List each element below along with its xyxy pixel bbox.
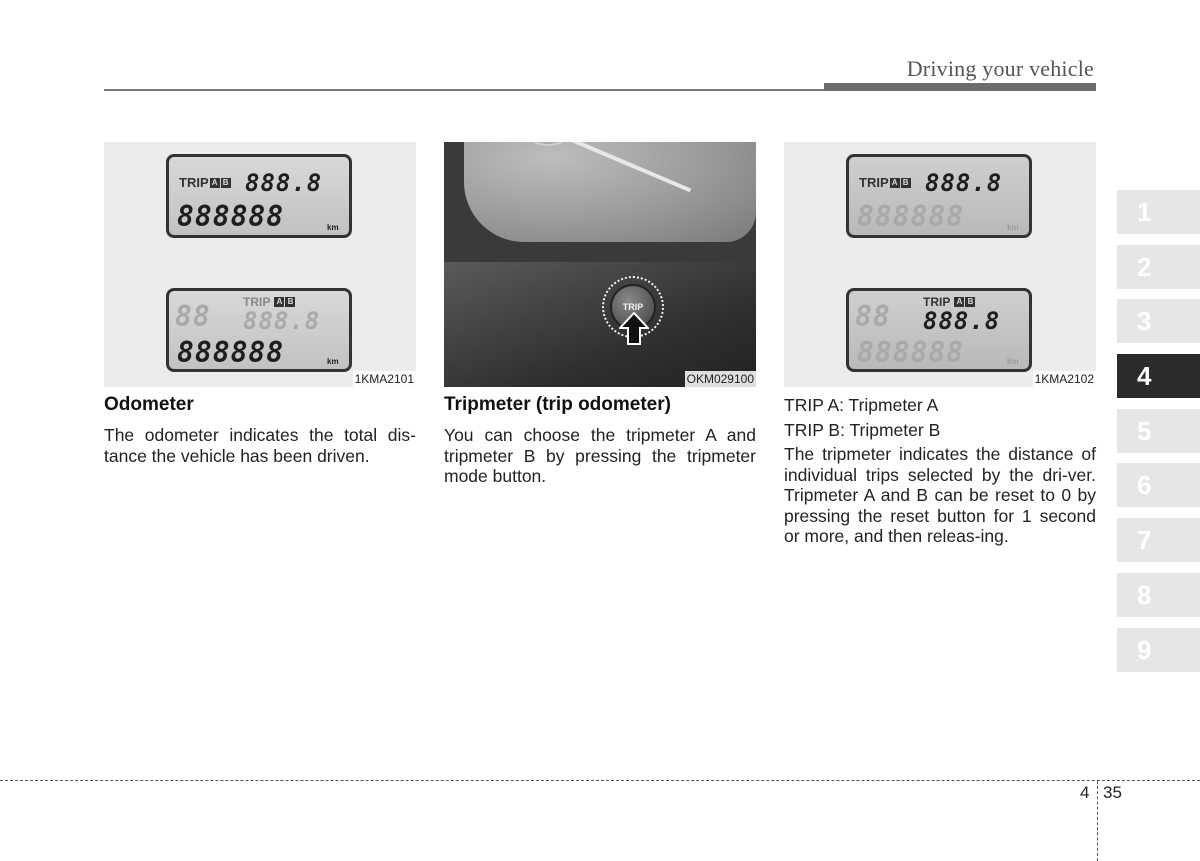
- unit-label: km: [1007, 357, 1019, 366]
- odometer-body: The odometer indicates the total dis-tance the vehicle has been driven.: [104, 425, 416, 466]
- chapter-tab-8[interactable]: 8: [1117, 573, 1200, 617]
- trip-button: TRIP: [610, 284, 656, 330]
- trip-a-line: TRIP A: Tripmeter A: [784, 395, 939, 415]
- odometer-figure: [104, 142, 416, 387]
- section-title: Driving your vehicle: [906, 56, 1094, 81]
- trip-indicator: TRIP A B: [859, 175, 911, 190]
- page-number: 35: [1103, 783, 1122, 802]
- trip-digits: 888.8: [245, 169, 323, 197]
- section-number: 4: [1080, 783, 1090, 802]
- prefix-digits: 88: [175, 300, 211, 333]
- trip-digits: 888.8: [243, 307, 321, 335]
- unit-label: km: [327, 357, 339, 366]
- trip-indicator: TRIP A B: [179, 175, 231, 190]
- lcd-display: [166, 154, 352, 238]
- chapter-tab-2[interactable]: 2: [1117, 245, 1200, 289]
- tripmeter-heading: Tripmeter (trip odometer): [444, 394, 671, 415]
- chapter-tab-3[interactable]: 3: [1117, 299, 1200, 343]
- odometer-digits: 888888: [857, 200, 965, 233]
- odometer-digits: 888888: [177, 200, 285, 233]
- trip-indicator: TRIP A B: [243, 295, 295, 309]
- unit-label: km: [327, 223, 339, 232]
- unit-label: km: [1007, 223, 1019, 232]
- figure-code: 1KMA2102: [1034, 372, 1094, 386]
- odometer-digits: 888888: [857, 336, 965, 369]
- odometer-digits: 888888: [177, 336, 285, 369]
- trip-indicator: TRIP A B: [923, 295, 975, 309]
- tripmeter-section: [444, 393, 756, 487]
- tripmeter-figure: [784, 142, 1096, 387]
- header-rule: [104, 89, 824, 91]
- chapter-tab-5[interactable]: 5: [1117, 409, 1200, 453]
- chapter-tab-6[interactable]: 6: [1117, 463, 1200, 507]
- lcd-display: [166, 288, 352, 372]
- footer-divider-vertical: [1097, 781, 1098, 861]
- footer-divider: [0, 780, 1200, 781]
- odometer-section: [104, 393, 416, 466]
- chapter-tab-9[interactable]: 9: [1117, 628, 1200, 672]
- trip-info-body: The tripmeter indicates the distance of individual trips selected by the dri-ver. Tripmeter A and B can be reset to 0 by pressing the reset button for 1 second or more, and then releas-ing.: [784, 444, 1096, 546]
- arrow-up-icon: [619, 312, 649, 346]
- trip-digits: 888.8: [923, 307, 1001, 335]
- tripmeter-body: You can choose the tripmeter A and tripmeter B by pressing the tripmeter mode button.: [444, 425, 756, 486]
- trip-b-line: TRIP B: Tripmeter B: [784, 419, 941, 440]
- instrument-cluster: [464, 142, 756, 242]
- trip-info-section: [784, 393, 1096, 547]
- dashboard-surface: [444, 262, 756, 387]
- chapter-tab-1[interactable]: 1: [1117, 190, 1200, 234]
- chapter-tab-4[interactable]: 4: [1117, 354, 1200, 398]
- gauge-hub: [522, 142, 574, 146]
- chapter-tabs: [1117, 190, 1200, 682]
- figure-code: 1KMA2101: [354, 372, 414, 386]
- chapter-tab-7[interactable]: 7: [1117, 518, 1200, 562]
- figure-code: OKM029100: [686, 372, 754, 386]
- trip-button-photo: [444, 142, 756, 387]
- trip-digits: 888.8: [925, 169, 1003, 197]
- header-rule-accent: [824, 83, 1096, 91]
- odometer-heading: Odometer: [104, 394, 194, 415]
- prefix-digits: 88: [855, 300, 891, 333]
- gauge-needle: [533, 142, 691, 192]
- lcd-display: [846, 154, 1032, 238]
- lcd-display: [846, 288, 1032, 372]
